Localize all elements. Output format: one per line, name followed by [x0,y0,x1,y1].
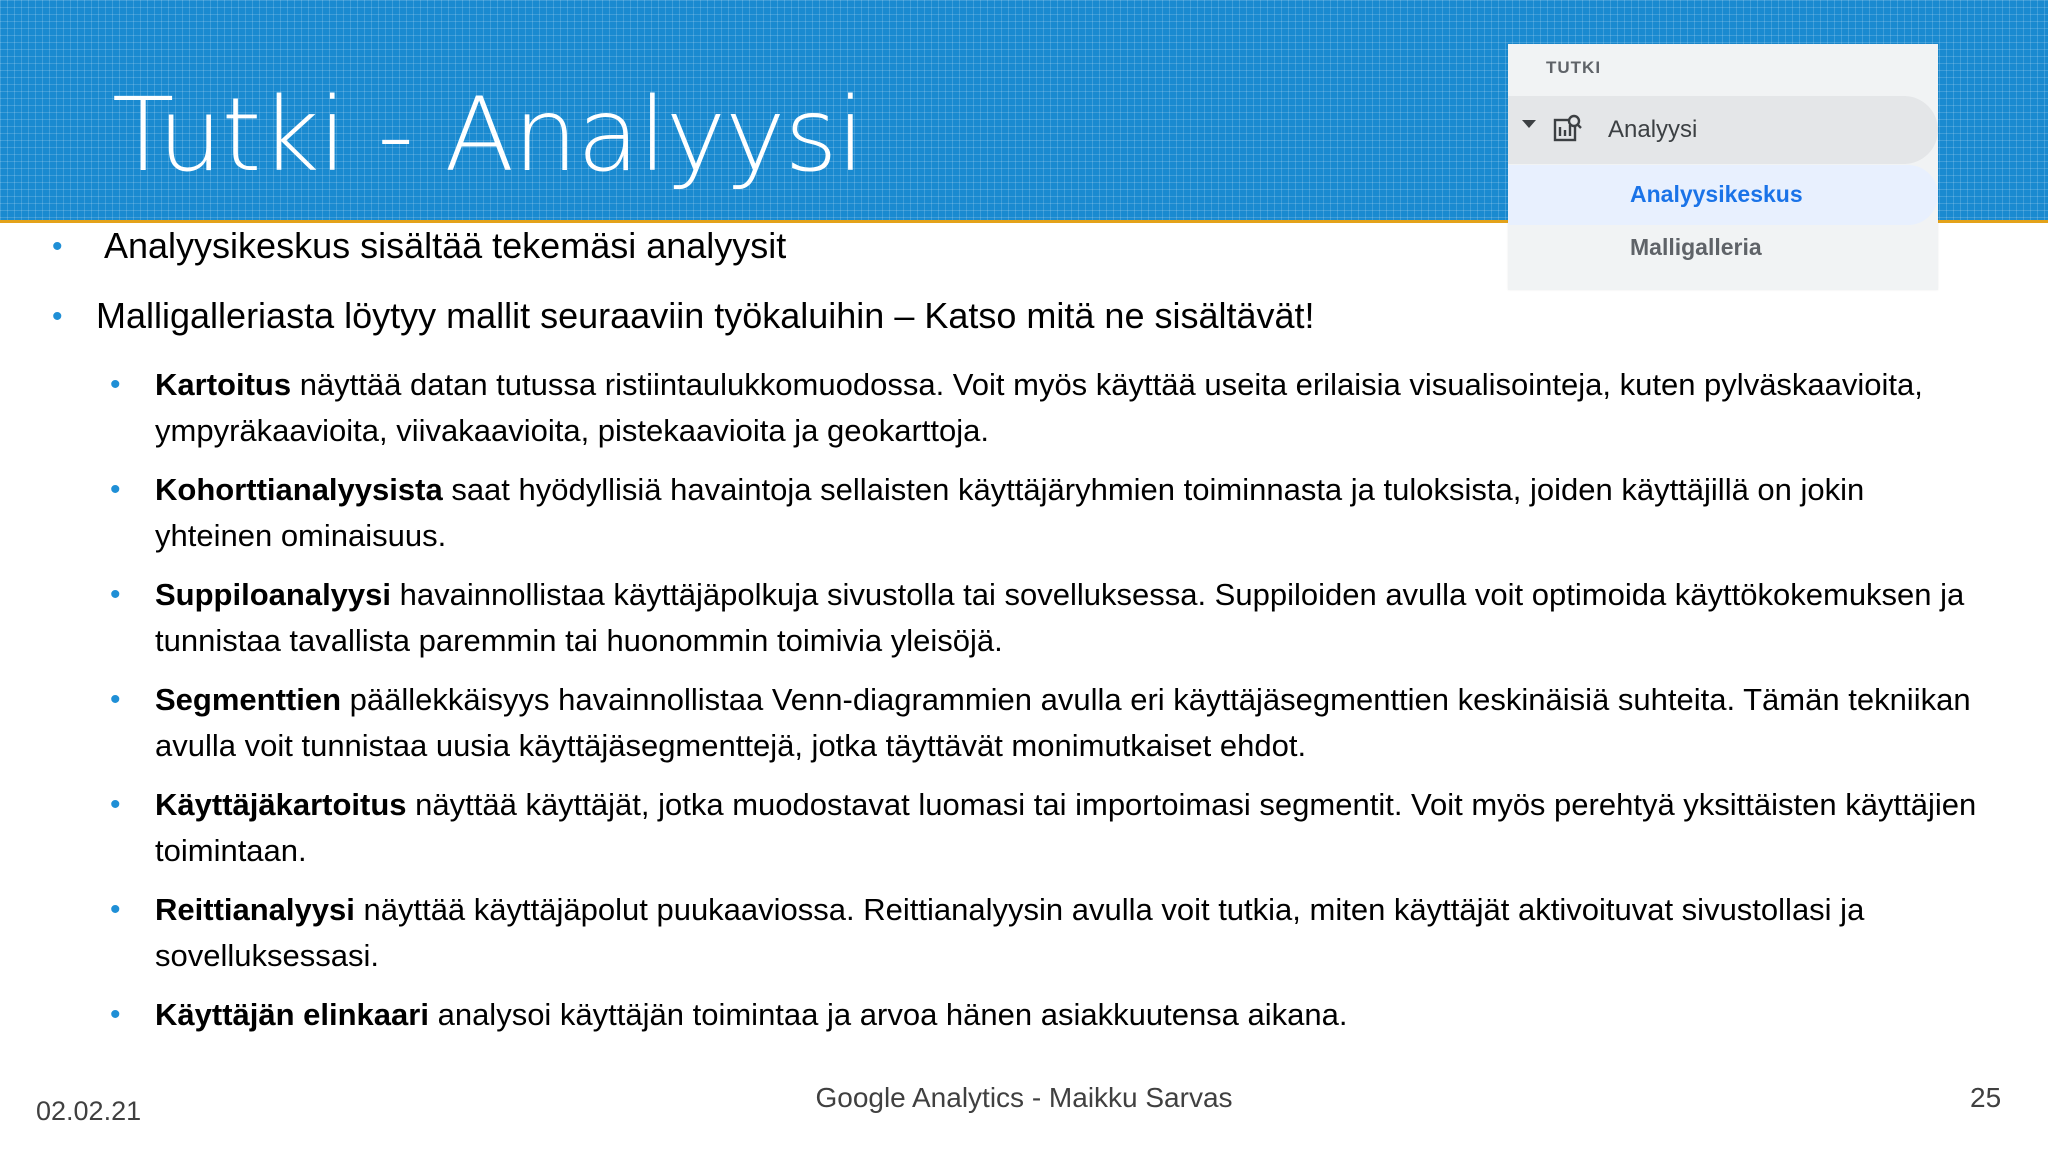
ga-section-label: TUTKI [1546,58,1602,77]
sub-bullet-kohortti [155,467,1985,559]
sub-bullet-marker: • [110,368,121,401]
term: Käyttäjän elinkaari [155,997,429,1032]
sub-bullet-marker: • [110,893,121,926]
slide-title: Tutki - Analyysi [112,76,864,195]
sub-bullet-kartoitus [155,362,1985,454]
sub-bullet-reitti [155,887,1985,979]
term: Segmenttien [155,682,342,717]
description: saat hyödyllisiä havaintoja sellaisten käyttäjäryhmien toiminnasta ja tuloksista, joiden käyttäjillä on jokin yhteinen ominaisuus. [155,472,1865,553]
page-number: 25 [1970,1082,2002,1113]
term: Kartoitus [155,367,292,402]
bullet-analyysikeskus: Analyysikeskus sisältää tekemäsi analyysit [104,225,787,266]
bullet-marker: • [52,300,63,333]
sub-bullet-marker: • [110,788,121,821]
footer-title: Google Analytics - Maikku Sarvas [815,1082,1233,1113]
ga-menu-label-analyysikeskus: Analyysikeskus [1630,181,1803,207]
analysis-chart-icon [1552,114,1582,144]
sub-bullet-segmentit [155,677,1985,769]
term: Suppiloanalyysi [155,577,392,612]
sub-bullet-marker: • [110,998,121,1031]
term: Käyttäjäkartoitus [155,787,407,822]
sub-bullet-marker: • [110,683,121,716]
sub-bullet-marker: • [110,473,121,506]
sub-bullet-marker: • [110,578,121,611]
term: Reittianalyysi [155,892,355,927]
description: analysoi käyttäjän toimintaa ja arvoa hänen asiakkuutensa aikana. [428,997,1348,1032]
ga-menu-item-analyysikeskus[interactable] [1508,165,1938,225]
footer-date: 02.02.21 [36,1096,142,1126]
description: päällekkäisyys havainnollistaa Venn-diagrammien avulla eri käyttäjäsegmenttien keskinäisiä suhteita. Tämän tekniikan avulla voit tunnistaa uusia käyttäjäsegmenttejä, jotka täyttävät monimutkaiset ehdot. [155,682,1971,763]
description: havainnollistaa käyttäjäpolkuja sivustolla tai sovelluksessa. Suppiloiden avulla voit optimoida käyttökokemuksen ja tunnistaa tavallista paremmin tai huonommin toimivia yleisöjä. [155,577,1965,658]
bullet-marker: • [52,230,63,263]
sub-bullet-kayttajakartoitus [155,782,1985,874]
bullet-malligalleria: Malligalleriasta löytyy mallit seuraaviin työkaluihin – Katso mitä ne sisältävät! [96,295,1315,336]
sub-bullet-suppilo [155,572,1985,664]
sub-bullet-elinkaari [155,992,1985,1038]
caret-down-icon [1522,120,1536,128]
description: näyttää käyttäjäpolut puukaaviossa. Reittianalyysin avulla voit tutkia, miten käyttäjät aktivoituvat sivustollasi ja sovelluksessasi. [155,892,1865,973]
ga-menu-item-analyysi[interactable] [1508,96,1938,164]
term: Kohorttianalyysista [155,472,443,507]
description: näyttää käyttäjät, jotka muodostavat luomasi tai importoimasi segmentit. Voit myös perehtyä yksittäisten käyttäjien toimintaan. [155,787,1977,868]
ga-menu-screenshot [1508,44,1938,290]
description: näyttää datan tutussa ristiintaulukkomuodossa. Voit myös käyttää useita erilaisia visualisointeja, kuten pylväskaavioita, ympyräkaavioita, viivakaavioita, pistekaavioita ja geokarttoja. [155,367,1923,448]
ga-menu-label-analyysi: Analyysi [1608,116,1698,143]
ga-menu-item-malligalleria[interactable]: Malligalleria [1630,234,1762,260]
